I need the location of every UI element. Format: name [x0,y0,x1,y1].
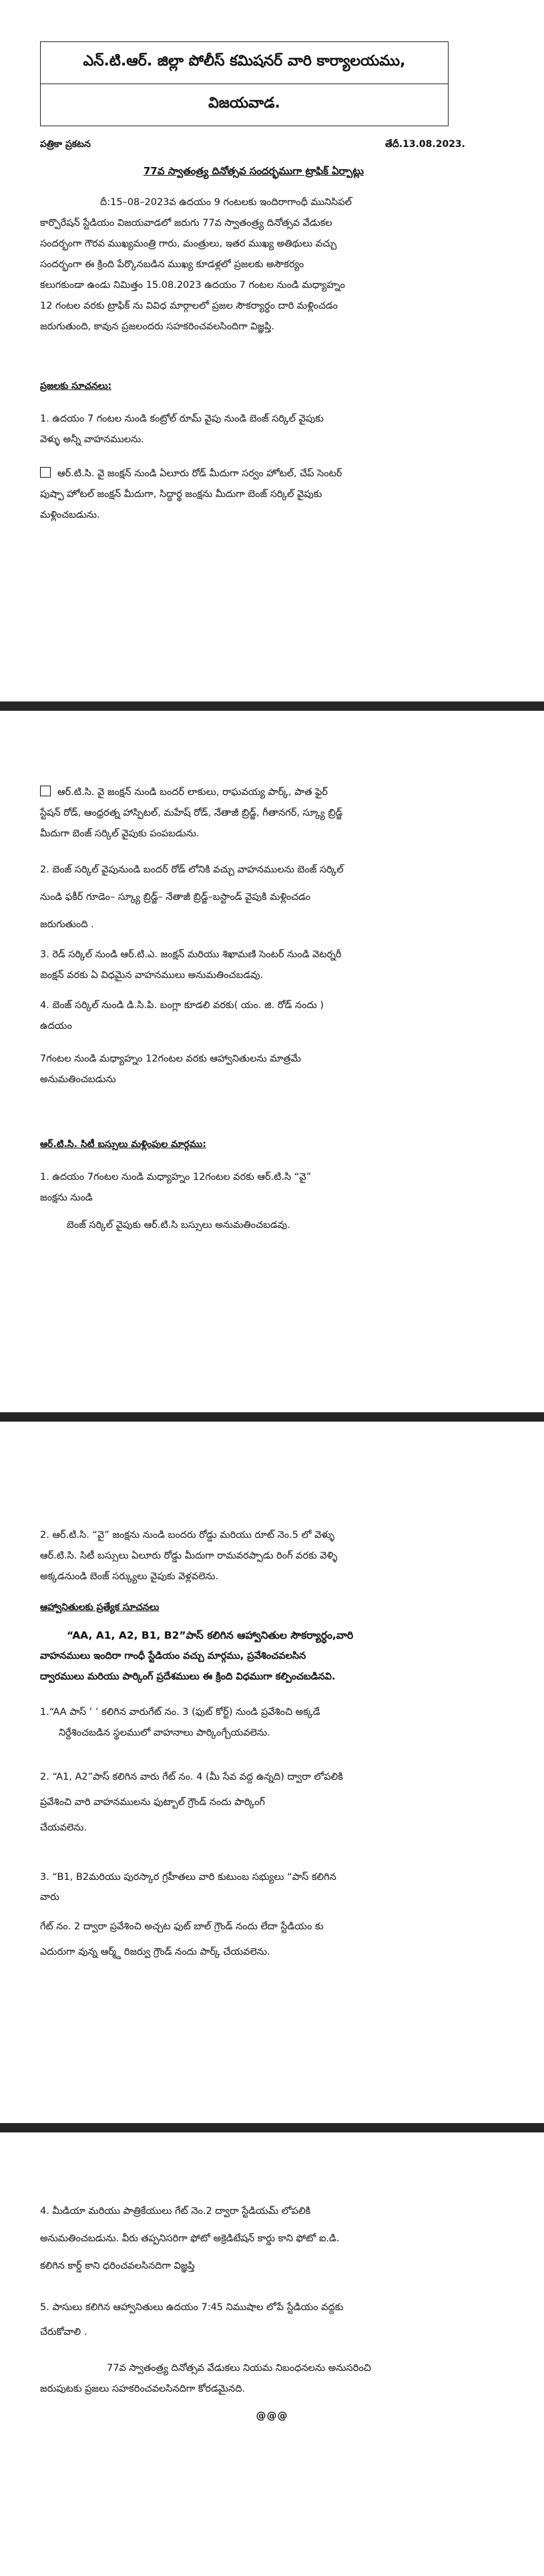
instruction-2 [40,464,474,526]
text-line: సందర్భంగా గౌరవ ముఖ్యమంత్రి గారు, మంత్రులు, ఇతర ముఖ్య అతిథులు వచ్చు [40,238,337,249]
bus-diversion-1 [40,1167,481,1236]
instruction-5 [40,945,481,986]
text-line: జంక్షను నుండి [40,1192,93,1203]
text-line: స్టేషన్ రోడ్, ఆంధ్రరత్న హాస్పిటల్, మహేష్ రోడ్, నేతాజీ బ్రిడ్జ్, గీతానగర్, స్క్యూ బ్రిడ్జ్ [40,808,343,818]
invitee-instruction-4 [40,2198,481,2280]
text-line: దీ:15–08–2023వ ఉదయం 9 గంటలకు ఇందిరాగాంధీ మునిసిపల్ [100,197,352,208]
page-separator [0,701,544,711]
text-line: 1. ఉదయం 7గంటల నుండి మధ్యాహ్నం 12గంటల వరకు ఆర్.టి.సి “వై” [40,1172,312,1182]
text-line: ప్రవేశించి వారి వాహనములను ఫుట్బాల్ గ్రౌండ్ నందు పార్కింగ్ [40,1797,266,1808]
text-line: 1.“AA పాస్ ’ ’ కలిగిన వారుగేట్ నం. 3 (ఫుట్ కోర్ట్) నుండి ప్రవేశించి అక్కడే [40,1707,320,1718]
invitee-instructions-heading: ఆహ్వానితులకు ప్రత్యేక సూచనలు [40,1602,160,1613]
text-line: ఆర్.టి.సి. సిటీ బస్సులు ఏలూరు రోడ్డు మీదుగా రామవరప్పాడు రింగ్ వరకు వెళ్ళి [40,1551,338,1561]
text-line: చేయవలెను. [40,1822,87,1833]
instruction-6 [40,995,481,1090]
text-line: 3. “B1, B2మరియు పురస్కార గ్రహీతలు వారి కుటుంబ సభ్యులు “పాస్ కలిగిన [40,1872,336,1883]
text-line: మీదుగా బెంజ్ సర్కిల్ వైపుకు పంపబడును. [40,828,200,839]
invitee-instruction-1 [40,1702,481,1744]
text-line: 1. ఉదయం 7 గంటల నుండి కంట్రోల్ రూమ్ వైపు నుండి బెంజ్ సర్కిల్ వైపుకు [40,414,324,424]
section-heading: ప్రజలకు సూచనలు: [40,381,112,391]
page-4 [0,2132,544,2576]
text-line: వారు [40,1892,59,1903]
text-line: 3. రెడ్ సర్కిల్ నుండి ఆర్.టి.ఎ. జంక్షన్ మరియు శిఖామణి సెంటర్ నుండి వెటర్నరీ [40,949,342,960]
checkbox-bullet-icon [40,786,51,796]
text-line: బెంజ్ సర్కిల్ వైపుకు ఆర్.టి.సి బస్సులు అనుమతించబడవు. [67,1220,290,1231]
text-line: నుండి ఫకీర్ గూడెం– స్క్యూ బ్రిడ్జ్– నేతాజీ బ్రిడ్జ్–బస్టాండ్ వైపుకి మళ్లించడం [40,892,311,903]
text-line: జంక్షన్ వరకు ఏ విధమైన వాహనములు అనుమతించబడవు. [40,970,264,981]
text-line: జరుపుటకు ప్రజలు సహకరించవలసినదిగా కోరడమైనది. [40,2384,246,2394]
invitee-instruction-5 [40,2295,481,2345]
text-line: ద్వారములు మరియు పార్కింగ్ ప్రదేశములు ఈ క్రింది విధముగా కల్పించబడినవి. [40,1671,336,1682]
release-date: తేదీ.13.08.2023. [385,139,465,150]
instruction-4 [40,856,481,939]
text-line: పుష్పా హోటల్ జంక్షన్ మీదుగా, సిద్ధార్థ జంక్షను మీదుగా బెంజ్ సర్కిల్ వైపుకు [40,489,322,500]
text-line: 5. పాసులు కలిగిన ఆహ్వానితులు ఉదయం 7:45 నిముషాల లోపే స్టేడియం వద్దకు [40,2302,344,2313]
text-line: అక్కడనుండి బెంజ్ సర్క్యులు వైపుకు వెళ్లవలెను. [40,1571,219,1582]
text-line: వెళ్ళు అన్నీ వాహనములను. [40,434,144,445]
text-line: 7గంటల నుండి మధ్యాహ్నం 12గంటల వరకు ఆహ్వానితులను మాత్రమే [40,1054,301,1064]
page-separator [0,2123,544,2132]
text-line: వాహనములు ఇందిరా గాంధీ స్టేడియం వచ్చు మార్గము, ప్రవేశించవలసిన [40,1651,306,1661]
text-line: 4. మీడియా మరియు పాత్రికేయులు గేట్ నెం.2 ద్వారా స్టేడియమ్ లోపలికి [40,2206,311,2217]
office-title: ఎన్.టి.ఆర్. జిల్లా పోలీస్ కమిషనర్ వారి కార్యాలయము, [41,42,448,84]
text-line: చేరుకోవాలి . [40,2327,87,2338]
text-line: అనుమతించబడును. వీరు తప్పనిసరిగా ఫోటో అక్రెడిటేషన్ కార్డు కాని ఫోటో ఐ.డి. [40,2233,340,2244]
text-line: 4. బెంజ్ సర్కిల్ నుండి డి.సి.పి. బంగ్లా కూడలి వరకు( యం. జి. రోడ్ నందు ) [40,1000,324,1011]
text-line: కార్పొరేషన్ స్టేడియం విజయవాడలో జరుగు 77వ స్వాతంత్ర్య దినోత్సవ వేడుకల [40,218,332,228]
office-header [40,41,449,126]
text-line: 12 గంటల వరకు ట్రాఫిక్ ను వివిధ మార్గాలలో ప్రజల సౌకర్యార్ధం దారి మళ్లించడం [40,301,338,311]
text-line: జరుగుతుంది . [40,919,94,930]
closing-paragraph [40,2358,481,2400]
end-mark: @@@ [256,2410,288,2422]
bus-diversion-2 [40,1525,481,1587]
instruction-1 [40,409,474,450]
page-1 [0,0,544,701]
instruction-3 [40,782,474,844]
page-separator [0,1412,544,1422]
text-line: నిర్దేశించబడిన స్థలములో వాహనాలు పార్కింగ్చేయవలెను. [59,1728,270,1738]
invitee-instruction-2 [40,1764,481,1840]
text-line: “AA, A1, A2, B1, B2”పాస్ కలిగిన ఆహ్వానితుల సౌకర్యార్ధం,వారి [67,1629,354,1641]
text-line: కలుగకుండా ఉండు నిమిత్తం 15.08.2023 ఉదయం 7 గంటల నుండి మధ్యాహ్నం [40,280,345,291]
text-line: ఆర్.టి.సి. వై జంక్షన్ నుండి ఏలూరు రోడ్ మీదుగా సర్వం హోటల్, చేప్ సెంటర్ [57,468,342,479]
page-3 [0,1422,544,2123]
text-line: 2. బెంజ్ సర్కిల్ వైపునుండి బందర్ రోడ్ లోనికి వచ్చు వాహనములను బెంజ్ సర్కిల్ [40,864,344,875]
text-line: సందర్భంగా ఈ క్రింది పేర్కొనబడిన ముఖ్య కూడళ్లలో ప్రజలకు అసౌకర్యం [40,259,304,270]
press-release-label: పత్రికా ప్రకటన [40,139,91,150]
text-line: జరుగుతుంది, కావున ప్రజలందరు సహకరించవలసిందిగా విజ్ఞప్తి. [40,321,275,332]
office-city: విజయవాడ. [208,95,280,112]
text-line: గేట్ నం. 2 ద్వారా ప్రవేశించి అచ్చట ఫుట్ బాల్ గ్రౌండ్ నందు లేదా స్టేడియం కు [40,1921,324,1932]
text-line: 77వ స్వాతంత్ర్య దినోత్సవ వేడుకలు నియమ నిబంధనలను అనుసరించి [107,2363,371,2374]
bus-diversion-heading: ఆర్.టి.సి. సిటీ బస్సులు మళ్లింపుల మార్గము: [40,1139,206,1150]
checkbox-bullet-icon [40,467,51,478]
invitee-intro [40,1625,481,1687]
intro-paragraph [40,192,474,337]
text-line: కలిగిన కార్డ్ కాని ధరించవలసినదిగా విజ్ఞప్తి [40,2261,195,2271]
page-2 [0,711,544,1412]
text-line: అనుమతించబడును [40,1074,116,1085]
text-line: 2. ఆర్.టి.సి. “వై” జంక్షను నుండి బందరు రోడ్డు మరియు రూట్ నెం.5 లో వెళ్ళు [40,1530,335,1541]
subject-heading: 77వ స్వాతంత్ర్య దినోత్సవ సందర్భముగా ట్రాఫిక్ ఏర్పాట్లు [143,165,364,177]
text-line: ఆర్.టి.సి. వై జంక్షన్ నుండి బందర్ లాకులు, రాఘవయ్య పార్క్, పాత ఫైర్ [57,787,328,798]
text-line: మళ్లించబడును. [40,510,100,520]
invitee-instruction-3 [40,1865,481,1965]
text-line: ఉదయం [40,1021,72,1031]
text-line: 2. “A1, A2”పాస్ కలిగిన వారు గేట్ నం. 4 (మీ సేవ వద్ద ఉన్నది) ద్వారా లోపలికి [40,1772,343,1782]
text-line: ఎదురుగా వున్న ఆర్మ్డ్ రిజర్వు గ్రౌండ్ నందు పార్క్ చేయవలెను. [40,1947,270,1957]
